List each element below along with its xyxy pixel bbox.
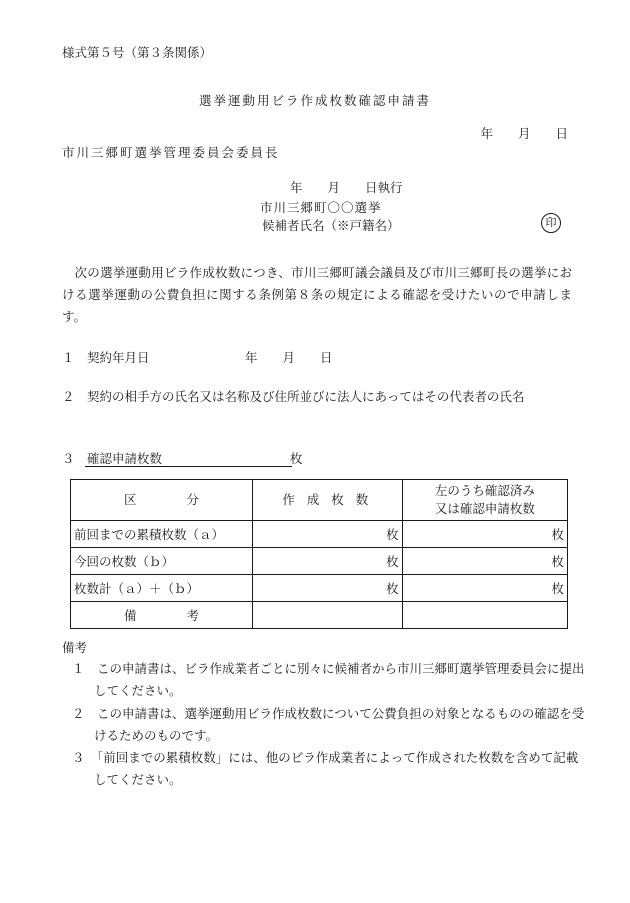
document-title: 選挙運動用ビラ作成枚数確認申請書 <box>198 93 431 108</box>
note-item: ２ この申請書は、選挙運動用ビラ作成枚数について公費負担の対象となるものの確認を受けるためのものです。 <box>72 706 585 743</box>
form-number: 様式第５号（第３条関係） <box>62 45 213 60</box>
candidate-name-label: 候補者氏名（※戸籍名） <box>262 218 400 233</box>
table-row <box>71 548 568 575</box>
request-body-text: 次の選挙運動用ビラ作成枚数につき、市川三郷町議会議員及び市川三郷町長の選挙における選挙運動の公費負担に関する条例第８条の規定による確認を受けたいので申請します。 <box>62 265 572 324</box>
created-count-cell: 枚 <box>252 575 402 602</box>
election-name: 市川三郷町〇〇選挙 <box>260 200 382 215</box>
table-row <box>71 521 568 548</box>
table-row <box>71 575 568 602</box>
row-label: 前回までの累積枚数（ａ） <box>71 521 253 548</box>
requested-count-unit: 枚 <box>290 451 303 466</box>
count-table <box>70 479 568 629</box>
row-label: 枚数計（ａ）＋（ｂ） <box>71 575 253 602</box>
remarks-cell <box>402 602 567 629</box>
contract-date-label: １ 契約年月日 <box>62 350 150 365</box>
confirmed-count-cell: 枚 <box>402 575 567 602</box>
contract-date-value: 年 月 日 <box>245 350 333 365</box>
application-date: 年 月 日 <box>480 126 568 141</box>
note-item: ３ 「前回までの累積枚数」には、他のビラ作成業者によって作成された枚数を含めて記載してください。 <box>72 750 579 787</box>
confirmed-count-cell: 枚 <box>402 548 567 575</box>
created-count-cell: 枚 <box>252 548 402 575</box>
row-label: 今回の枚数（ｂ） <box>71 548 253 575</box>
requested-count-underline <box>85 466 292 467</box>
confirmed-count-cell: 枚 <box>402 521 567 548</box>
header-created-count: 作 成 枚 数 <box>252 480 402 521</box>
note-item: １ この申請書は、ビラ作成業者ごとに別々に候補者から市川三郷町選挙管理委員会に提出してください。 <box>72 661 585 698</box>
remarks-label: 備 考 <box>71 602 253 629</box>
election-execution-date: 年 月 日執行 <box>290 180 403 195</box>
requested-count-label: ３ 確認申請枚数 <box>62 451 163 466</box>
created-count-cell: 枚 <box>252 521 402 548</box>
header-category: 区 分 <box>71 480 253 521</box>
notes-title: 備考 <box>62 640 88 655</box>
addressee: 市川三郷町選挙管理委員会委員長 <box>62 145 280 160</box>
table-header-row <box>71 480 568 521</box>
header-confirmed-count <box>402 480 567 521</box>
header-confirmed-line1: 左のうち確認済み <box>434 483 535 498</box>
contract-party-label: ２ 契約の相手方の氏名又は名称及び住所並びに法人にあってはその代表者の氏名 <box>62 389 525 404</box>
header-confirmed-line2: 又は確認申請枚数 <box>434 501 535 516</box>
remarks-row <box>71 602 568 629</box>
remarks-cell <box>252 602 402 629</box>
seal-mark: 印 <box>541 213 561 233</box>
